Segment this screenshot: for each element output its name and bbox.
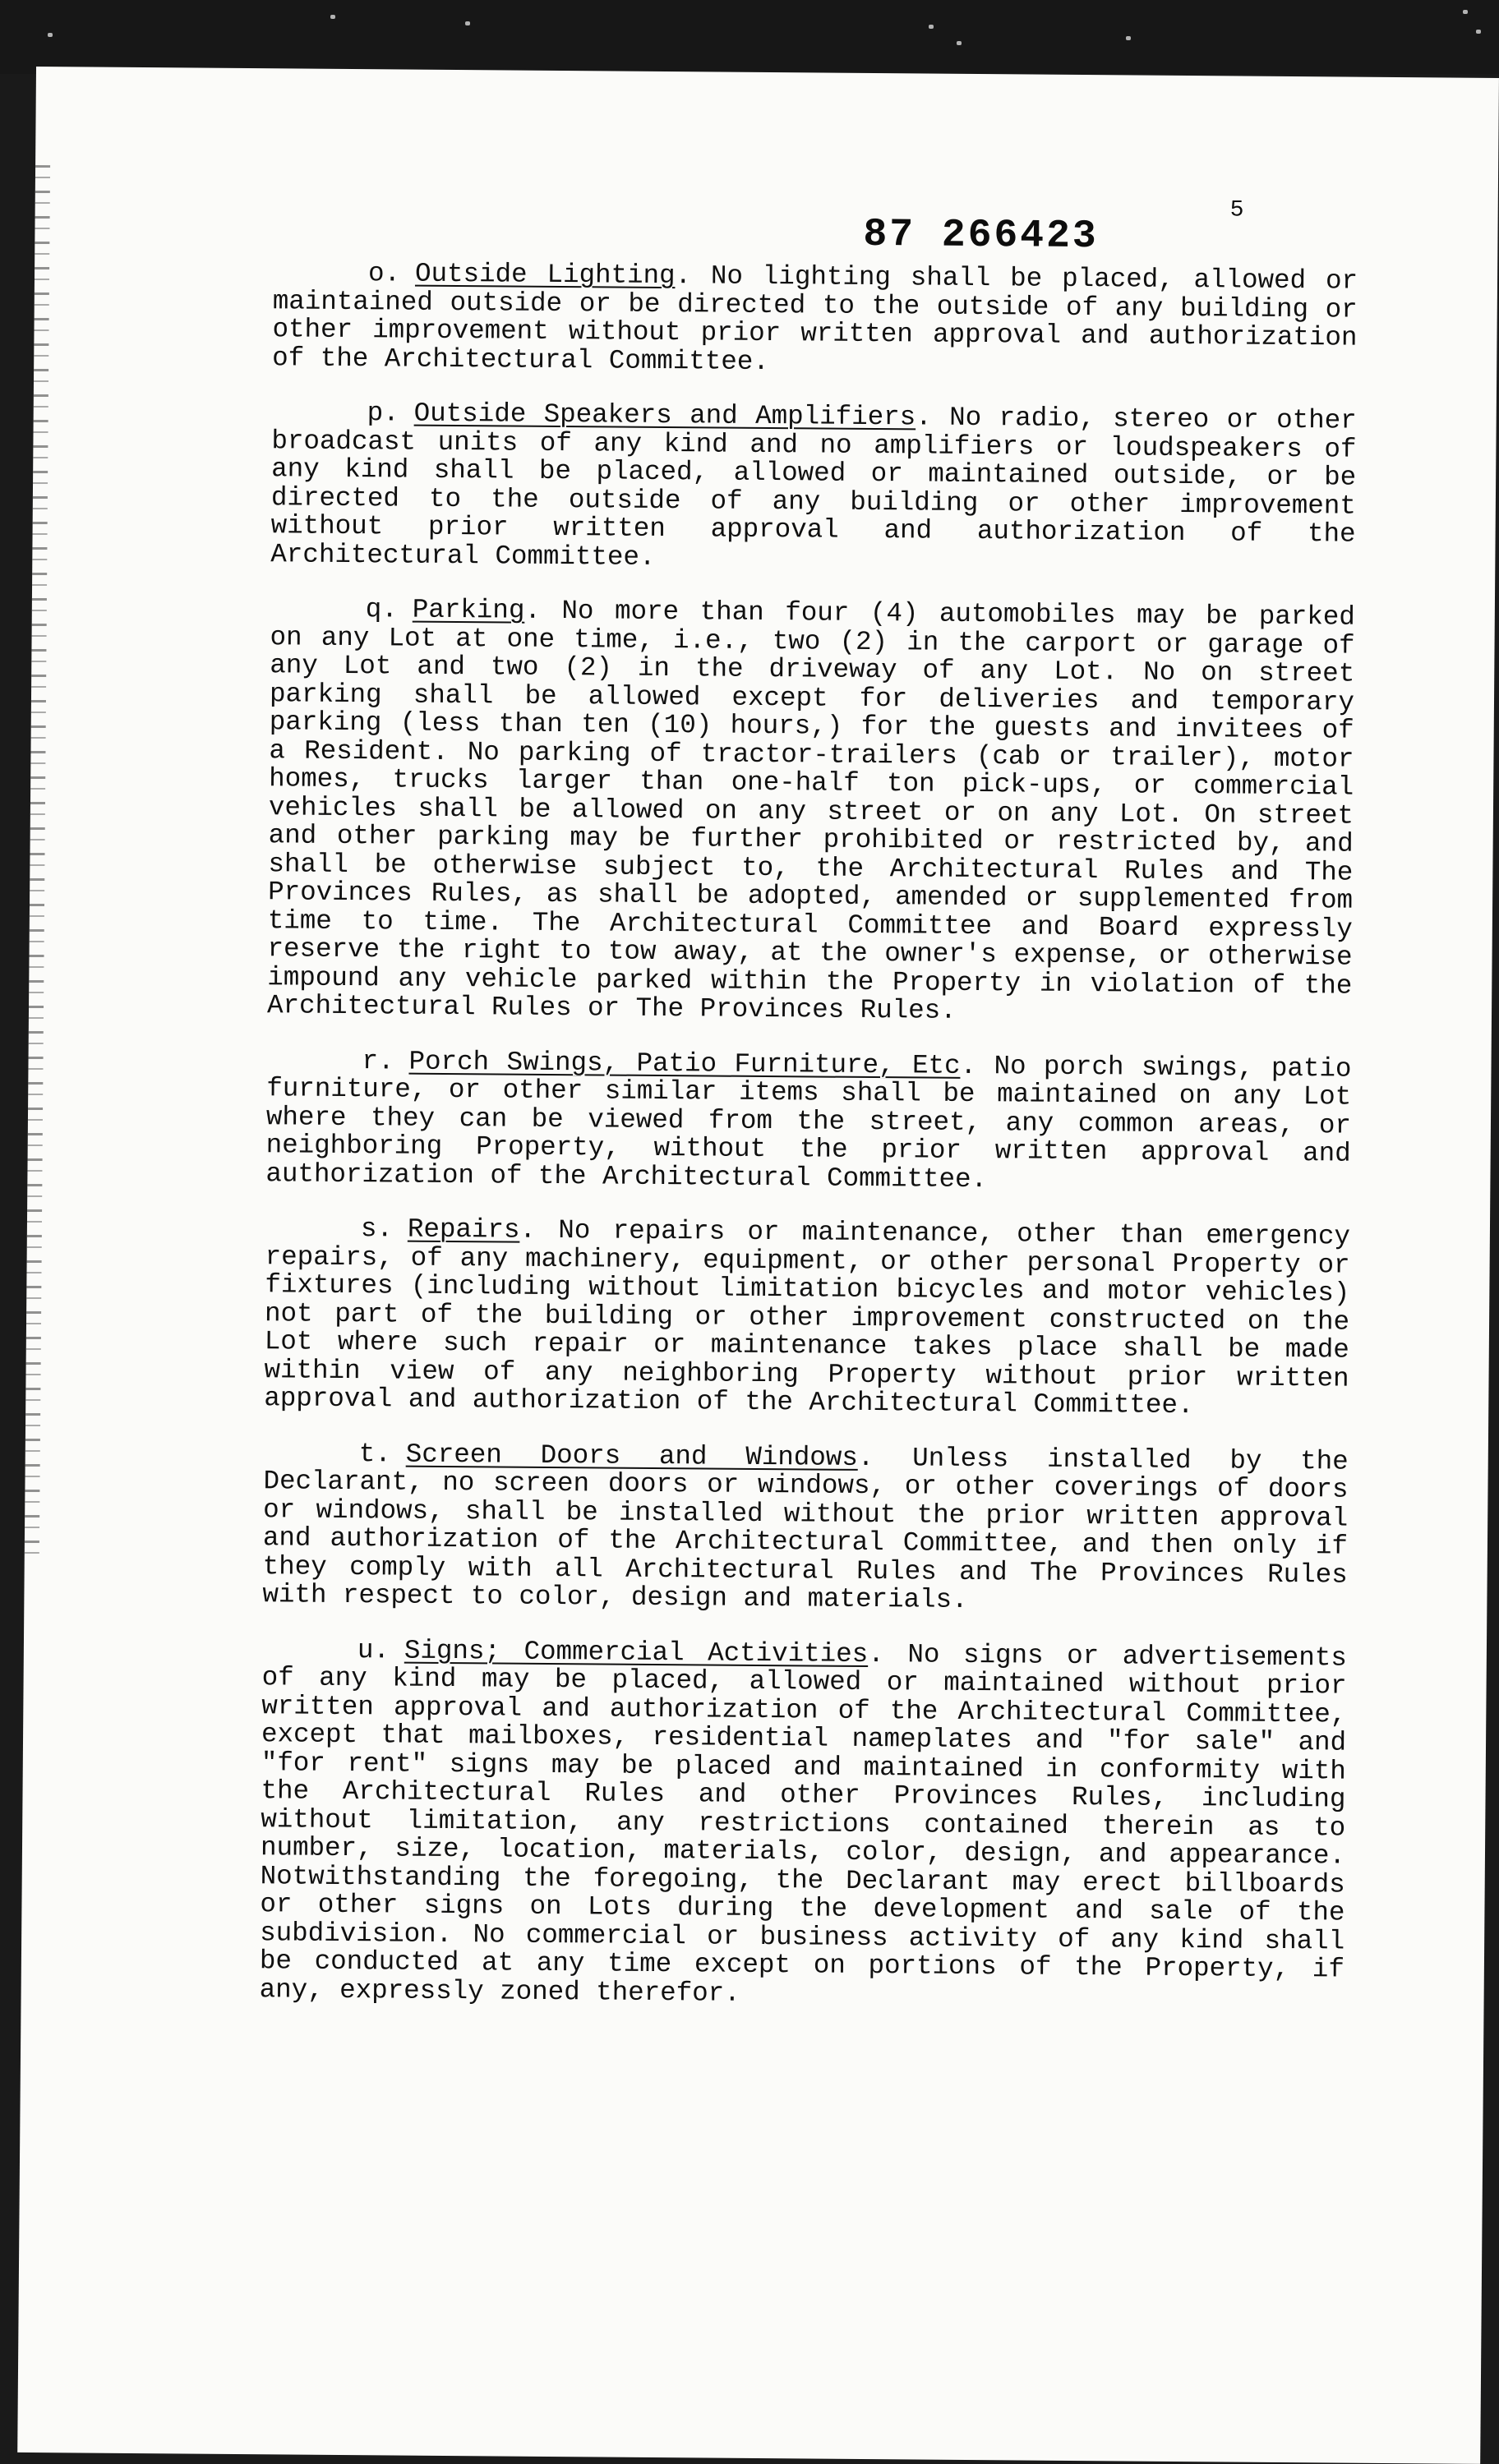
section-letter: t. (358, 1438, 391, 1469)
section-heading: Outside Speakers and Amplifiers (413, 398, 916, 433)
section-heading: Repairs (407, 1214, 520, 1246)
section-s: s. Repairs. No repairs or maintenance, other than emergency repairs, of any machinery, equipment, or other personal Property or fixtures (including without limitation bicycles and motor vehicles) not part of the building or other improvement constructed on the Lot where such repair or maintenance takes place shall be made within view of any neighboring Property without prior written approval and authorization of the Architectural Committee. (264, 1214, 1351, 1421)
scan-margin-noise (25, 165, 50, 1562)
section-letter: s. (360, 1214, 394, 1245)
section-text: No more than four (4) automobiles may be parked on any Lot at one time, i.e., two (2) in the carport or garage of any Lot and two (2) in the driveway of any Lot. No on street parking shall be allowed except for deliveries and temporary parking (less than ten (10) hours,) for the guests and invitees of a Resident. No parking of tractor-trailers (cab or trailer), motor homes, trucks larger than one-half ton pick-ups, or commercial vehicles shall be allowed on any street or on any Lot. On street and other parking may be further prohibited or restricted by, and shall be otherwise subject to, the Architectural Rules and The Provinces Rules, as shall be adopted, amended or supplemented from time to time. The Architectural Committee and Board expressly reserve the right to tow away, at the owner's expense, or otherwise impound any vehicle parked within the Property in violation of the Architectural Rules or The Provinces Rules. (266, 596, 1355, 1026)
scan-speck (1463, 10, 1468, 14)
scan-speck (1126, 36, 1131, 40)
page-number: 5 (1229, 197, 1244, 223)
section-heading: Screen Doors and Windows (405, 1439, 859, 1473)
scan-speck (465, 21, 470, 25)
document-body (259, 259, 1358, 2038)
section-t: t. Screen Doors and Windows. Unless installed by the Declarant, no screen doors or windows, or other coverings of doors or windows, shall be installed without the prior written approval and authorization of the Architectural Committee, and then only if they comply with all Architectural Rules and The Provinces Rules with respect to color, design and materials. (262, 1438, 1349, 1615)
scan-speck (929, 25, 934, 29)
section-r: r. Porch Swings, Patio Furniture, Etc. No porch swings, patio furniture, or other similar items shall be maintained on any Lot where they can be viewed from the street, any common areas, or neighboring Property, without the prior written approval and authorization of the Architectural Committee. (265, 1045, 1352, 1195)
section-text: No lighting shall be placed, allowed or maintained outside or be directed to the outside of any building or other improvement without prior written approval and authorization of the Architectural Committee. (272, 260, 1358, 377)
section-letter: q. (365, 594, 399, 625)
section-text: No repairs or maintenance, other than emergency repairs, of any machinery, equipment, or other personal Property or fixtures (including without limitation bicycles and motor vehicles) not part of the building or other improvement constructed on the Lot where such repair or maintenance takes place shall be made within view of any neighboring Property without prior written approval and authorization of the Architectural Committee. (264, 1215, 1351, 1421)
scan-speck (957, 41, 962, 45)
section-text: Unless installed by the Declarant, no screen doors or windows, or other coverings of doors or windows, shall be installed without the prior written approval and authorization of the Architectural Committee, and then only if they comply with all Architectural Rules and The Provinces Rules with respect to color, design and materials. (262, 1442, 1349, 1615)
section-heading: Outside Lighting (414, 258, 676, 292)
scan-speck (1476, 30, 1481, 34)
section-o: o. Outside Lighting. No lighting shall be placed, allowed or maintained outside or be directed to the outside of any building or other improvement without prior written approval and authorization of the Architectural Committee. (272, 258, 1358, 377)
section-u: u. Signs; Commercial Activities. No signs or advertisements of any kind may be placed, allowed or maintained without prior written approval and authorization of the Architectural Committee, except that mailboxes, residential nameplates and "for sale" and "for rent" signs may be placed and maintained in conformity with the Architectural Rules and other Provinces Rules, including without limitation, any restrictions contained therein as to number, size, location, materials, color, design, and appearance. Notwithstanding the foregoing, the Declarant may erect billboards or other signs on Lots during the development and sale of the subdivision. No commercial or business activity of any kind shall be conducted at any time except on portions of the Property, if any, expressly zoned therefor. (259, 1634, 1348, 2009)
scan-speck (48, 33, 53, 37)
scan-speck (330, 15, 335, 19)
section-text: No radio, stereo or other broadcast units of any kind and no amplifiers or loudspeakers of any kind shall be placed, allowed or maintained outside, or be directed to the outside of any building or other improvement without prior written approval and authorization of the Architectural Committee. (270, 402, 1357, 573)
section-letter: u. (357, 1634, 390, 1665)
section-heading: Porch Swings, Patio Furniture, Etc (408, 1046, 961, 1081)
section-letter: r. (362, 1045, 394, 1076)
document-page (17, 67, 1499, 2464)
section-text: No signs or advertisements of any kind may be placed, allowed or maintained without prior written approval and authorization of the Architectural Committee, except that mailboxes, residential nameplates and "for sale" and "for rent" signs may be placed and maintained in conformity with the Architectural Rules and other Provinces Rules, including without limitation, any restrictions contained therein as to number, size, location, materials, color, design, and appearance. Notwithstanding the foregoing, the Declarant may erect billboards or other signs on Lots during the development and sale of the subdivision. No commercial or business activity of any kind shall be conducted at any time except on portions of the Property, if any, expressly zoned therefor. (259, 1638, 1348, 2009)
section-text: No porch swings, patio furniture, or other similar items shall be maintained on any Lot where they can be viewed from the street, any common areas, or neighboring Property, without the prior written approval and authorization of the Architectural Committee. (265, 1050, 1352, 1195)
section-p: p. Outside Speakers and Amplifiers. No radio, stereo or other broadcast units of any kind and no amplifiers or loudspeakers of any kind shall be placed, allowed or maintained outside, or be directed to the outside of any building or other improvement without prior written approval and authorization of the Architectural Committee. (270, 398, 1357, 573)
section-heading: Parking (412, 594, 525, 626)
document-number: 87 266423 (863, 212, 1099, 260)
section-heading: Signs; Commercial Activities (404, 1635, 869, 1670)
scan-border-top (0, 0, 1499, 74)
section-letter: o. (367, 258, 401, 289)
section-q: q. Parking. No more than four (4) automobiles may be parked on any Lot at one time, i.e., two (2) in the carport or garage of any Lot and two (2) in the driveway of any Lot. No on street parking shall be allowed except for deliveries and temporary parking (less than ten (10) hours,) for the guests and invitees of a Resident. No parking of tractor-trailers (cab or trailer), motor homes, trucks larger than one-half ton pick-ups, or commercial vehicles shall be allowed on any street or on any Lot. On street and other parking may be further prohibited or restricted by, and shall be otherwise subject to, the Architectural Rules and The Provinces Rules, as shall be adopted, amended or supplemented from time to time. The Architectural Committee and Board expressly reserve the right to tow away, at the owner's expense, or otherwise impound any vehicle parked within the Property in violation of the Architectural Rules or The Provinces Rules. (266, 594, 1355, 1026)
section-letter: p. (367, 398, 399, 429)
